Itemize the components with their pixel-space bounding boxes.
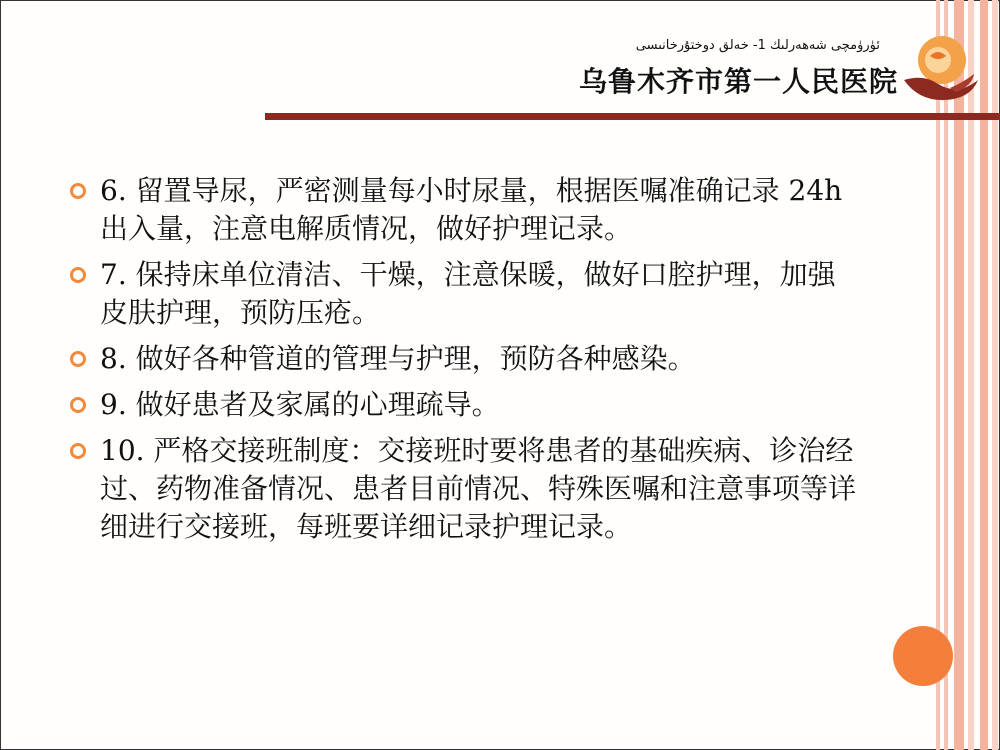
list-item-text: 8. 做好各种管道的管理与护理，预防各种感染。 — [100, 342, 696, 375]
list-item-text: 9. 做好患者及家属的心理疏导。 — [100, 388, 500, 421]
list-item — [70, 256, 860, 332]
hospital-logo-icon — [900, 30, 980, 110]
bullet-icon — [70, 183, 86, 199]
header-divider-bar — [265, 113, 1000, 120]
list-item — [70, 386, 860, 424]
bullet-icon — [70, 267, 86, 283]
bullet-icon — [70, 397, 86, 413]
content-list — [70, 172, 860, 554]
bullet-icon — [70, 443, 86, 459]
list-item-text: 7. 保持床单位清洁、干燥，注意保暖，做好口腔护理，加强皮肤护理，预防压疮。 — [100, 258, 836, 329]
list-item-text: 10. 严格交接班制度：交接班时要将患者的基础疾病、诊治经过、药物准备情况、患者目前情况、特殊医嘱和注意事项等详细进行交接班，每班要详细记录护理记录。 — [100, 434, 857, 543]
decorative-circle — [893, 626, 953, 686]
list-item — [70, 432, 860, 546]
hospital-name-uyghur: ئۈرۈمچى شەھەرلىك 1- خەلق دوختۇرخانىسى — [635, 38, 880, 53]
list-item-text: 6. 留置导尿，严密测量每小时尿量，根据医嘱准确记录 24h 出入量，注意电解质情况，做好护理记录。 — [100, 174, 843, 245]
list-item — [70, 172, 860, 248]
bullet-icon — [70, 351, 86, 367]
hospital-name: 乌鲁木齐市第一人民医院 — [578, 65, 898, 98]
list-item — [70, 340, 860, 378]
